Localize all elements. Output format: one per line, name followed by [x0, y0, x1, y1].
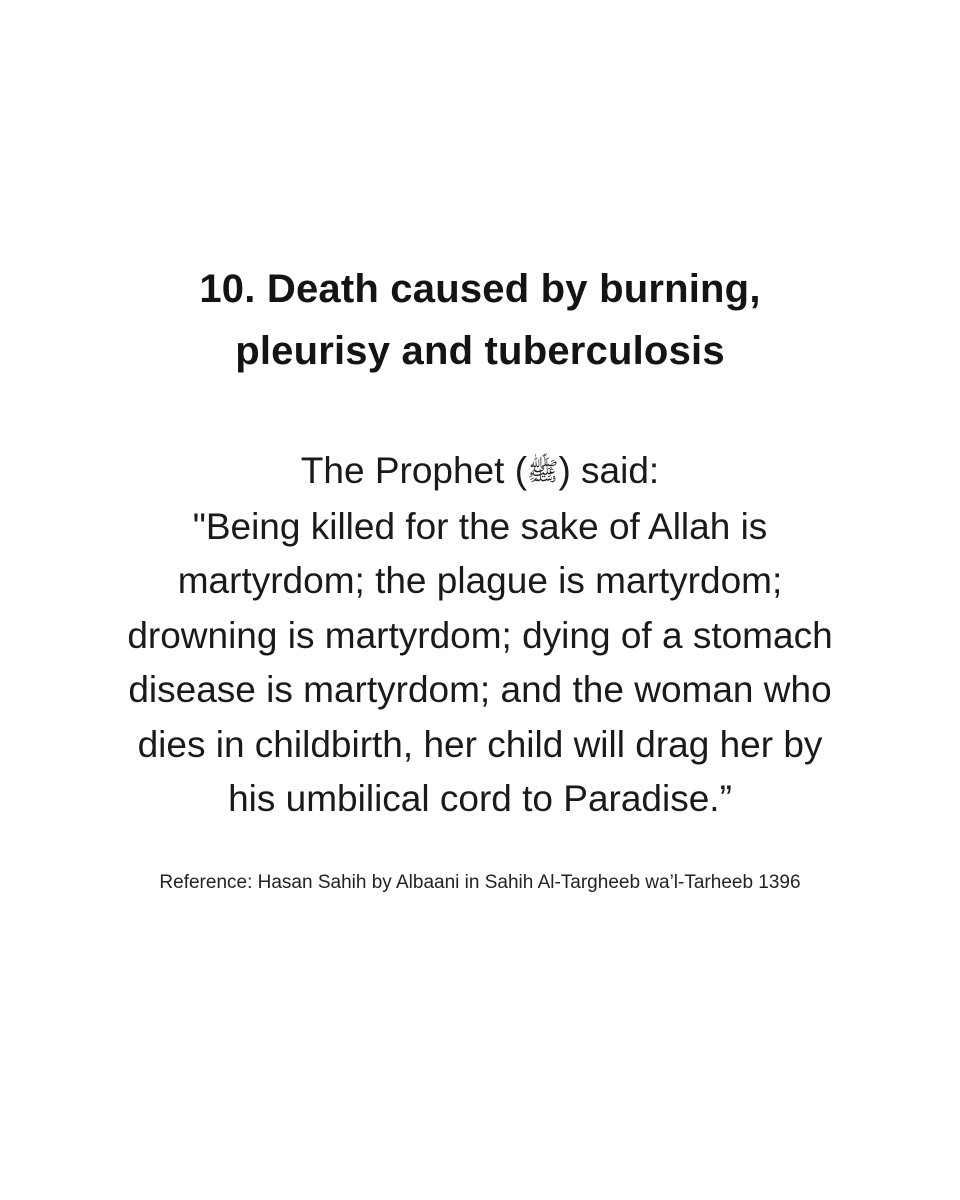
- quote-line: disease is martyrdom; and the woman who: [128, 669, 832, 710]
- page-title: [80, 258, 880, 382]
- quote-line: dies in childbirth, her child will drag her by: [137, 723, 823, 765]
- title-line-2: pleurisy and tuberculosis: [235, 329, 725, 373]
- quote-line: martyrdom; the plague is martyrdom;: [177, 560, 783, 601]
- quote-line: "Being killed for the sake of Allah is: [192, 505, 768, 547]
- quote-intro-after: ) said:: [558, 450, 660, 491]
- reference-text: Reference: Hasan Sahih by Albaani in Sahih Al-Targheeb wa’l-Tarheeb 1396: [159, 872, 801, 893]
- quote-line: his umbilical cord to Paradise.”: [228, 778, 732, 819]
- title-line-1: 10. Death caused by burning,: [199, 267, 761, 311]
- quote-intro-before: The Prophet (: [300, 450, 528, 491]
- hadith-quote: [60, 444, 900, 827]
- honorific-glyph: ﷺ: [527, 457, 559, 487]
- quote-intro: [60, 444, 900, 500]
- quote-line: drowning is martyrdom; dying of a stomach: [127, 614, 833, 656]
